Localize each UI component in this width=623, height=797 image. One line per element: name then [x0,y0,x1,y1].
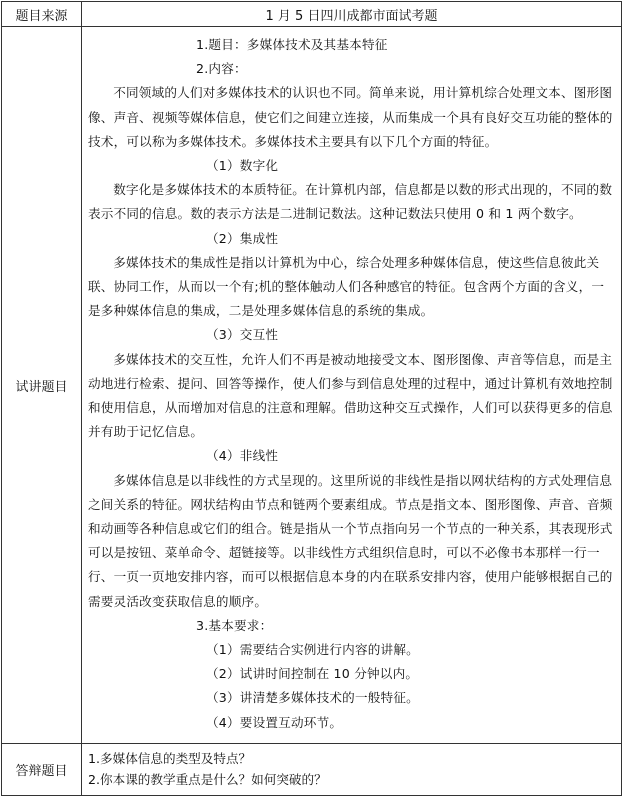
feature-heading: （3）交互性 [206,327,279,343]
defense-content [82,744,622,796]
feature-heading: （2）集成性 [206,230,279,246]
requirement-item: （1）需要结合实例进行内容的讲解。 [206,642,419,658]
feature-heading: （4）非线性 [206,448,279,464]
source-label: 题目来源 [2,2,82,27]
intro-paragraph: 不同领域的人们对多媒体技术的认识也不同。简单来说，用计算机综合处理文本、图形图像、声音、视频等媒体信息，使它们之间建立连接，从而集成一个具有良好交互功能的整体的技术，可以称为多媒体技术。多媒体技术主要具有以下几个方面的特征。 [88,85,613,149]
source-row [2,2,622,27]
requirements-heading: 3.基本要求： [196,617,273,633]
requirement-item: （2）试讲时间控制在 10 分钟以内。 [206,666,419,682]
defense-label: 答辩题目 [2,744,82,796]
requirement-item: （3）讲清楚多媒体技术的一般特征。 [206,690,419,706]
defense-question: 2.你本课的教学重点是什么？如何突破的？ [88,772,327,787]
lecture-content [82,27,622,744]
feature-text: 多媒体技术的交互性，允许人们不再是被动地接受文本、图形图像、声音等信息，而是主动地进行检索、提问、回答等操作，使人们参与到信息处理的过程中，通过计算机有效地控制和使用信息，从而增加对信息的注意和理解。借助这种交互式操作，人们可以获得更多的信息并有助于记忆信息。 [88,351,613,440]
lecture-row [2,27,622,744]
defense-question: 1.多媒体信息的类型及特点？ [88,751,252,766]
feature-text: 多媒体信息是以非线性的方式呈现的。这里所说的非线性是指以网状结构的方式处理信息之间关系的特征。网状结构由节点和链两个要素组成。节点是指文本、图形图像、声音、音频和动画等各种信息或它们的组合。链是指从一个节点指向另一个节点的一种关系，其表现形式可以是按钮、菜单命令、超链接等。以非线性方式组织信息时，可以不必像书本那样一行一行、一页一页地安排内容，而可以根据信息本身的内在联系安排内容，使用户能够根据自己的需要灵活改变获取信息的顺序。 [88,472,613,609]
defense-row [2,744,622,796]
content-heading: 2.内容： [196,61,247,77]
source-value: 1 月 5 日四川成都市面试考题 [82,2,622,27]
lecture-label: 试讲题目 [2,27,82,744]
feature-text: 数字化是多媒体技术的本质特征。在计算机内部，信息都是以数的形式出现的，不同的数表示不同的信息。数的表示方法是二进制记数法。这种记数法只使用 0 和 1 两个数字。 [88,182,613,222]
lecture-title-line: 1.题目：多媒体技术及其基本特征 [196,37,388,52]
exam-table [1,1,622,796]
requirement-item: （4）要设置互动环节。 [206,714,343,730]
feature-text: 多媒体技术的集成性是指以计算机为中心，综合处理多种媒体信息，使这些信息彼此关联、协同工作，从而以一个有;机的整体触动人们各种感官的特征。包含两个方面的含义，一是多种媒体信息的集成，二是处理多媒体信息的系统的集成。 [88,254,605,319]
feature-heading: （1）数字化 [206,158,279,174]
